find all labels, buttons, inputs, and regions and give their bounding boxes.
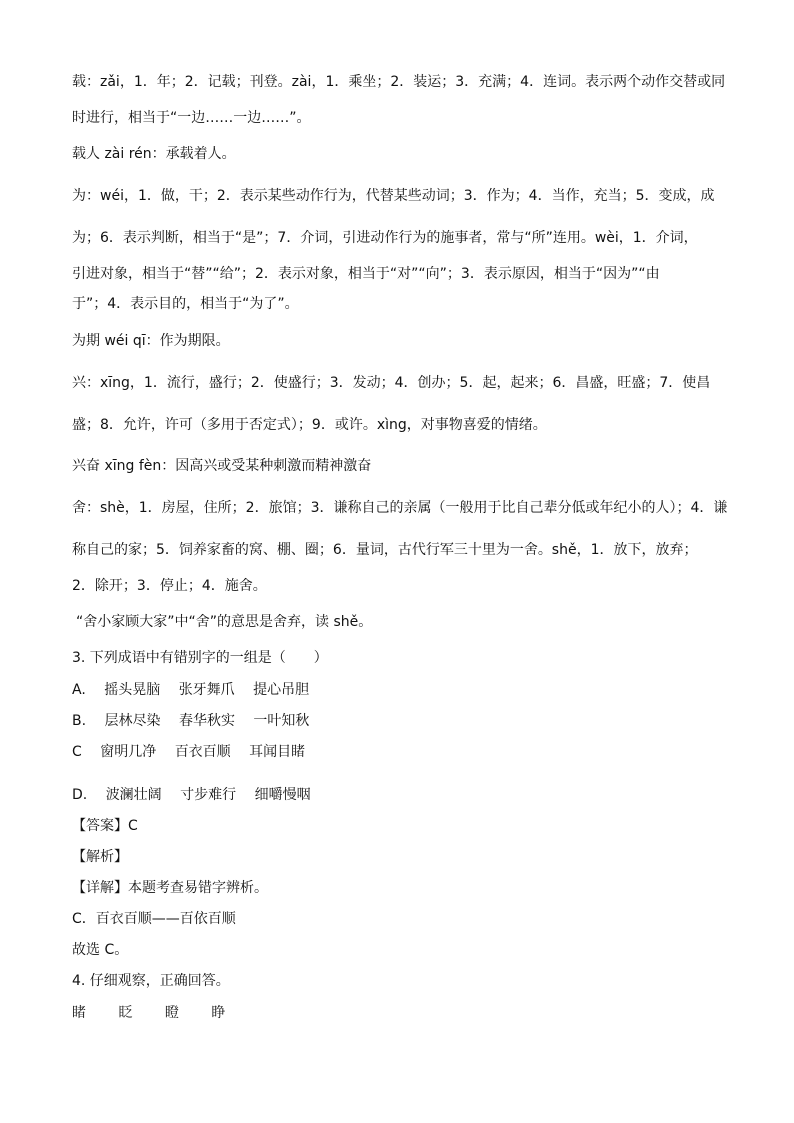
option-item: 层林尽染 [104,713,161,729]
option-item: 提心吊胆 [253,682,310,698]
option-item: 窗明几净 [100,744,157,760]
option-item: 张牙舞爪 [178,682,235,698]
option-item: 耳闻目睹 [249,744,306,760]
option-label: C [72,744,82,760]
option-item: 细嚼慢咽 [254,787,311,803]
entry-wei-line-2: 为；6．表示判断，相当于“是”；7．介词，引进动作行为的施事者，常与“所”连用。wèi，1．介词， [72,230,698,246]
entry-xingfen: 兴奋 xīng fèn：因高兴或受某种刺激而精神激奋 [72,458,372,474]
question-3-option-a [72,680,724,700]
question-3-answer: 【答案】C [72,818,138,834]
entry-she-line-2: 称自己的家；5．饲养家畜的窝、棚、圈；6．量词，古代行军三十里为一舍。shě，1．放下，放弃； [72,542,698,558]
entry-weiqi: 为期 wéi qī：作为期限。 [72,333,230,349]
option-item: 摇头晃脑 [104,682,161,698]
entry-wei-line-4: 于”；4．表示目的，相当于“为了”。 [72,296,299,312]
char-item: 眨 [118,1005,133,1021]
entry-she-note: “舍小家顾大家”中“舍”的意思是舍弃，读 shě。 [76,614,373,630]
entry-wei-line-1: 为：wéi，1．做，干；2．表示某些动作行为，代替某些动词；3．作为；4．当作，充当；5．变成，成 [72,188,715,204]
question-3-conclusion: 故选 C。 [72,942,129,958]
option-item: 寸步难行 [180,787,237,803]
entry-she-line-1: 舍：shè，1．房屋，住所；2．旅馆；3．谦称自己的亲属（一般用于比自己辈分低或年纪小的人）；4．谦 [72,500,728,516]
question-3-option-d [72,785,724,805]
option-label: D. [72,787,88,803]
question-3-option-b [72,711,724,731]
option-item: 春华秋实 [178,713,235,729]
option-item: 百衣百顺 [174,744,231,760]
option-label: A. [72,682,86,698]
char-item: 瞪 [164,1005,179,1021]
entry-zai-line-2: 时进行，相当于“一边……一边……”。 [72,110,311,126]
entry-she-line-3: 2．除开；3．停止；4．施舍。 [72,578,267,594]
question-3-option-c [72,742,724,762]
option-item: 一叶知秋 [253,713,310,729]
char-item: 睹 [72,1005,86,1021]
char-item: 睁 [211,1005,226,1021]
entry-xing-line-1: 兴：xīng，1．流行，盛行；2．使盛行；3．发动；4．创办；5．起，起来；6．昌盛，旺盛；7．使昌 [72,375,711,391]
option-label: B. [72,713,87,729]
entry-wei-line-3: 引进对象，相当于“替”“给”；2．表示对象，相当于“对”“向”；3．表示原因，相当于“因为”“由 [72,266,660,282]
question-4-stem: 4. 仔细观察，正确回答。 [72,973,230,989]
entry-zai-line-1: 载：zǎi，1．年；2．记载；刊登。zài，1．乘坐；2．装运；3．充满；4．连词。表示两个动作交替或同 [72,74,726,90]
question-3-detail: 【详解】本题考查易错字辨析。 [72,880,268,896]
entry-zairen: 载人 zài rén：承载着人。 [72,146,236,162]
option-item: 波澜壮阔 [105,787,162,803]
question-4-chars [72,1003,724,1023]
question-3-analysis-title: 【解析】 [72,849,128,865]
question-3-stem: 3. 下列成语中有错别字的一组是（ ） [72,650,328,666]
question-3-correction: C．百衣百顺——百依百顺 [72,911,236,927]
entry-xing-line-2: 盛；8．允许，许可（多用于否定式）；9．或许。xìng，对事物喜爱的情绪。 [72,417,547,433]
